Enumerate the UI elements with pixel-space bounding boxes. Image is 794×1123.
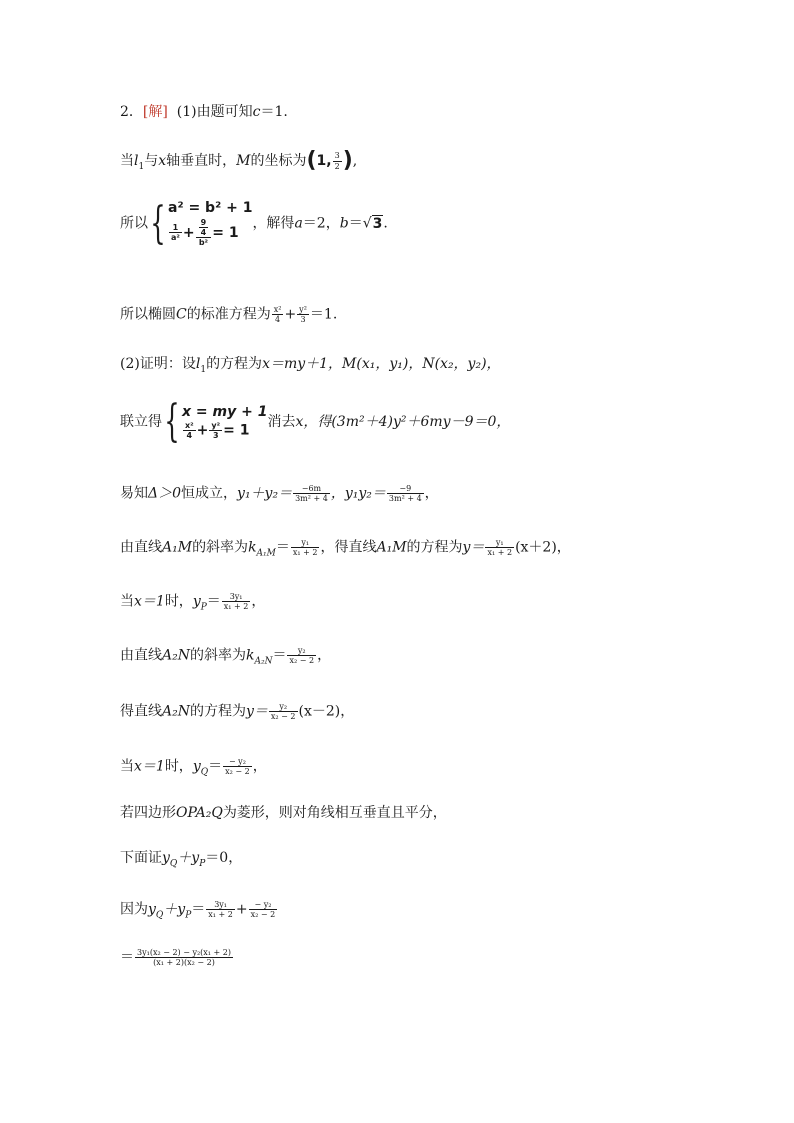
text: 时，	[164, 758, 193, 775]
denominator: 3	[300, 315, 306, 325]
denominator: x₂ − 2	[250, 910, 276, 920]
text: 为菱形，则对角线相互垂直且平分，	[222, 805, 447, 821]
var: OPA₂Q	[176, 805, 223, 821]
text: ＝	[120, 949, 134, 966]
var: b	[339, 215, 349, 232]
numerator: y₂	[269, 702, 298, 712]
equation: x＝my＋1，M(x₁，y₁)，N(x₂，y₂)，	[262, 356, 501, 372]
fraction	[272, 305, 284, 324]
text: 联立得	[120, 414, 162, 430]
radicand: 3	[372, 215, 383, 232]
line-16	[120, 948, 234, 967]
text: ＝	[191, 901, 206, 918]
text: (2)证明：设	[120, 356, 196, 372]
fraction	[485, 538, 514, 557]
subscript: P	[199, 858, 206, 869]
equation-system	[182, 404, 267, 441]
var: y	[148, 901, 156, 918]
numerator: y₂	[287, 646, 316, 656]
var: l	[195, 356, 201, 372]
line-5: (2)证明：设$l_1$的方程为x＝my＋1，M(x₁，y₁)，N(x₂，y₂)，	[120, 356, 501, 375]
line-7	[120, 484, 439, 503]
text: ＝2，	[302, 215, 340, 232]
numerator: y₁	[485, 538, 514, 548]
text: 与	[144, 153, 159, 169]
text: 若四边形	[120, 805, 176, 821]
denominator: x₁ + 2	[292, 548, 318, 558]
line-11	[120, 702, 354, 721]
denominator: x₂ − 2	[225, 767, 250, 777]
text: 消去	[267, 414, 296, 430]
numerator: 3	[334, 151, 340, 161]
denominator: 2	[334, 161, 340, 171]
fraction	[249, 900, 278, 919]
text: 的斜率为	[189, 647, 246, 664]
text: 时，	[164, 593, 193, 610]
equation-1: x = my + 1	[182, 403, 268, 420]
text: 的方程为	[206, 356, 263, 372]
var: A₁M	[376, 539, 407, 556]
expr: x＝1	[134, 758, 165, 775]
var: A₁M	[162, 539, 193, 556]
var: y＝	[462, 539, 485, 556]
expr: x＝1	[134, 593, 165, 610]
var: A₂N	[162, 703, 190, 720]
text: ＝	[206, 593, 221, 610]
equation-2: $\frac{\text{x²}}{4}$ + $\frac{\text{y²}}{3}$ = 1	[185, 421, 250, 441]
inequality: Δ＞0	[148, 485, 182, 502]
var: C	[176, 306, 187, 323]
solution-tag: [解]	[142, 104, 168, 120]
denominator: x₂ − 2	[270, 712, 296, 722]
text: 的标准方程为	[186, 306, 271, 323]
subscript: P	[185, 910, 192, 921]
fraction	[287, 646, 316, 665]
numerator: − y₂	[223, 757, 252, 767]
text: ＝	[275, 539, 290, 556]
denominator: x₁ + 2	[223, 602, 249, 612]
numerator: 3y₁	[222, 592, 251, 602]
fraction	[135, 948, 233, 967]
expr: ＋y	[177, 850, 200, 866]
denominator: 3	[212, 431, 219, 441]
line-1	[120, 105, 288, 119]
text: ，	[317, 647, 332, 664]
text: 的斜率为	[192, 539, 249, 556]
line-2: 当$l_1$与x轴垂直时，M的坐标为(1, $\frac{3}{2}$ ),	[120, 148, 358, 173]
denominator: x₂ − 2	[289, 656, 315, 666]
equation-system	[168, 200, 252, 247]
sqrt-sign: √	[362, 215, 372, 232]
fraction	[291, 538, 320, 557]
fraction	[206, 900, 235, 919]
expr: ＋y	[163, 901, 186, 918]
denominator: x₁ + 2	[208, 910, 233, 920]
line-10	[120, 646, 331, 665]
text: 由直线	[120, 539, 162, 556]
var: y	[162, 850, 170, 866]
fraction	[209, 421, 222, 440]
numerator: −9	[387, 484, 424, 494]
subscript: Q	[155, 910, 164, 921]
line-8	[120, 538, 571, 557]
fraction	[183, 421, 196, 440]
line-4: 所以椭圆C的标准方程为 $\frac{\text{x²}}{4}$ + $\frac{\text{y²}}{3}$ ＝1.	[120, 305, 338, 325]
fraction	[293, 484, 330, 503]
text: ，	[251, 593, 266, 610]
text: = 1	[223, 422, 250, 439]
expr: (x＋2)，	[515, 539, 571, 556]
line-14	[120, 850, 243, 869]
fraction	[169, 223, 182, 242]
fraction	[199, 218, 209, 237]
denominator: (x₁ + 2)(x₂ − 2)	[153, 958, 215, 968]
text: 的方程为	[189, 703, 246, 720]
text: 的方程为	[406, 539, 463, 556]
numerator: −6m	[293, 484, 330, 494]
denominator: 4	[186, 431, 193, 441]
coord: 1,	[316, 153, 332, 169]
text: 得直线	[120, 703, 162, 720]
text: 恒成立，	[181, 485, 238, 502]
text: 所以	[120, 215, 148, 232]
denominator: b²	[198, 237, 209, 247]
denominator: 3m² + 4	[388, 494, 422, 504]
denominator: x₁ + 2	[487, 548, 513, 558]
brace: {	[164, 396, 180, 447]
numerator: y²	[299, 305, 307, 314]
text: ，	[252, 758, 267, 775]
line-13	[120, 806, 447, 820]
var: k	[248, 539, 257, 556]
line-9	[120, 592, 265, 611]
line-15	[120, 900, 278, 919]
numerator: y₁	[291, 538, 320, 548]
text: ＝0，	[205, 850, 243, 866]
fraction	[196, 218, 212, 248]
denominator: 4	[200, 227, 207, 237]
fraction	[223, 757, 252, 776]
subscript: Q	[200, 767, 209, 778]
numerator	[196, 218, 212, 238]
denominator: 3m² + 4	[295, 494, 328, 504]
var: M	[236, 153, 251, 169]
text: = 1	[212, 224, 239, 241]
var: x	[158, 153, 167, 169]
text: ＝	[348, 215, 363, 232]
text: 因为	[120, 901, 148, 918]
numerator: y²	[211, 421, 221, 431]
text: 当	[120, 758, 134, 775]
expr: ，y₁y₂＝	[330, 485, 386, 502]
problem-number: 2．	[120, 104, 143, 120]
var: a	[294, 215, 303, 232]
var: A₂N	[162, 647, 190, 664]
text: ＝	[272, 647, 287, 664]
subscript: Q	[169, 858, 178, 869]
plus: +	[235, 901, 248, 918]
text: (1)由题可知	[176, 104, 253, 120]
equation: x，得(3m²＋4)y²＋6my－9＝0，	[295, 414, 511, 430]
numerator: x²	[185, 421, 194, 431]
line-3: 所以{ a² = b² + 1 $\frac{1}{\text{a²}}$ + $\frac{\frac{9}{4}}{\text{b²}}$ = 1 ，解得a＝2，b＝√3.	[120, 197, 388, 249]
text: 下面证	[120, 850, 162, 866]
text: ，	[424, 485, 439, 502]
text: 当	[120, 153, 134, 169]
var: y	[192, 593, 201, 610]
var: k	[245, 647, 255, 664]
fraction	[222, 592, 251, 611]
text: 易知	[120, 485, 148, 502]
numerator: 3y₁	[206, 900, 235, 910]
denominator: 4	[275, 315, 281, 325]
var: c	[252, 104, 261, 120]
subscript: A₁M	[256, 548, 276, 559]
text: ,	[352, 153, 358, 169]
text: 由直线	[120, 647, 162, 664]
line-6	[120, 396, 511, 447]
numerator: − y₂	[249, 900, 278, 910]
fraction	[387, 484, 424, 503]
var: l	[134, 153, 139, 169]
paren-right: )	[342, 148, 353, 173]
text: ，解得	[252, 215, 295, 232]
expr: (x－2)，	[298, 703, 355, 720]
line-12	[120, 757, 267, 776]
text: 当	[120, 593, 134, 610]
expr: y₁＋y₂＝	[237, 485, 293, 502]
denominator: a²	[171, 232, 180, 242]
subscript: A₂N	[254, 656, 273, 667]
text: ＝1.	[260, 104, 288, 120]
brace: {	[150, 197, 166, 249]
fraction	[297, 305, 309, 324]
var: y	[192, 758, 201, 775]
numerator: 3y₁(x₂ − 2) − y₂(x₁ + 2)	[137, 948, 232, 957]
text: ＝1.	[309, 306, 338, 323]
text: ＝	[208, 758, 223, 775]
text: 轴垂直时，	[166, 153, 237, 169]
subscript: P	[200, 602, 207, 613]
equation-1: a² = b² + 1	[168, 200, 253, 216]
numerator: 1	[169, 223, 182, 233]
equation-2: $\frac{1}{\text{a²}}$ + $\frac{\frac{9}{4}}{\text{b²}}$ = 1	[171, 217, 239, 247]
fraction	[333, 151, 342, 170]
text: 的坐标为	[250, 153, 307, 169]
numerator: 9	[200, 217, 207, 227]
text: ，得直线	[320, 539, 377, 556]
numerator: x²	[273, 305, 282, 314]
text: 所以椭圆	[120, 306, 176, 323]
paren-left: (	[306, 148, 317, 173]
var: y＝	[245, 703, 268, 720]
fraction	[269, 702, 298, 721]
